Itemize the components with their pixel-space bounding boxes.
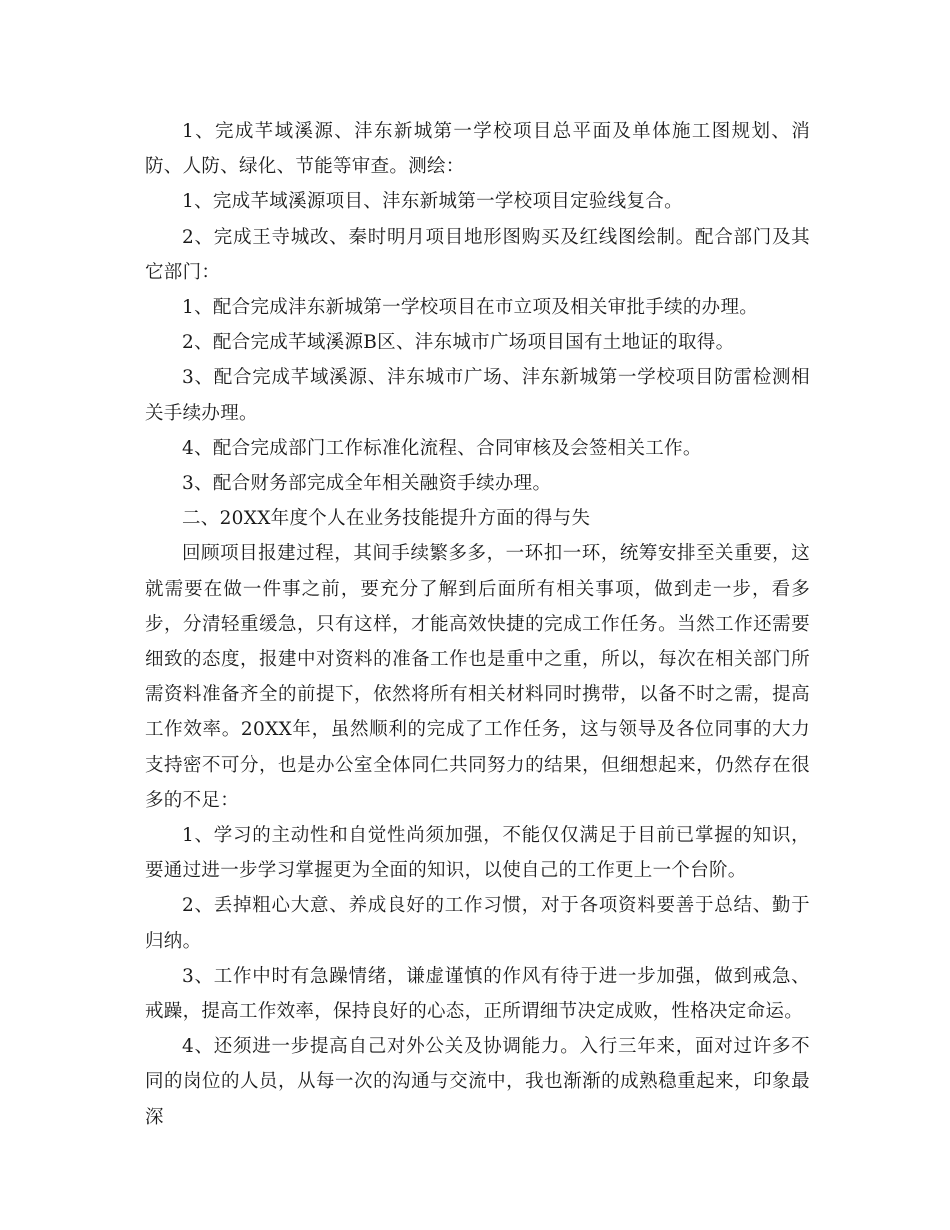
paragraph-shortcoming-1: 1、学习的主动性和自觉性尚须加强，不能仅仅满足于目前已掌握的知识，要通过进一步学习掌握更为全面的知识，以使自己的工作更上一个台阶。 bbox=[145, 825, 810, 882]
paragraph-coop-1: 1、配合完成沣东新城第一学校项目在市立项及相关审批手续的办理。 bbox=[182, 297, 759, 319]
paragraph-coop-2: 2、配合完成芊域溪源B区、沣东城市广场项目国有土地证的取得。 bbox=[182, 332, 735, 354]
paragraph-coop-4: 4、配合完成部门工作标准化流程、合同审核及会签相关工作。 bbox=[182, 437, 702, 459]
document-body bbox=[145, 114, 810, 1135]
section-heading: 二、20XX年度个人在业务技能提升方面的得与失 bbox=[182, 508, 591, 530]
paragraph-review-tasks: 1、完成芊域溪源、沣东新城第一学校项目总平面及单体施工图规划、消防、人防、绿化、节能等审查。测绘： bbox=[145, 121, 810, 178]
paragraph-review: 回顾项目报建过程，其间手续繁多多，一环扣一环，统筹安排至关重要，这就需要在做一件事之前，要充分了解到后面所有相关事项，做到走一步，看多步，分清轻重缓急，只有这样，才能高效快捷的完成工作任务。当然工作还需要细致的态度，报建中对资料的准备工作也是重中之重，所以，每次在相关部门所需资料准备齐全的前提下，依然将所有相关材料同时携带，以备不时之需，提高工作效率。20XX年，虽然顺利的完成了工作任务，这与领导及各位同事的大力支持密不可分，也是办公室全体同仁共同努力的结果，但细想起来，仍然存在很多的不足： bbox=[145, 543, 810, 811]
paragraph-finance: 3、配合财务部完成全年相关融资手续办理。 bbox=[182, 473, 552, 495]
paragraph-survey-2: 2、完成王寺城改、秦时明月项目地形图购买及红线图绘制。配合部门及其它部门： bbox=[145, 226, 810, 283]
paragraph-survey-1: 1、完成芊域溪源项目、沣东新城第一学校项目定验线复合。 bbox=[182, 191, 683, 213]
paragraph-coop-3: 3、配合完成芊域溪源、沣东城市广场、沣东新城第一学校项目防雷检测相关手续办理。 bbox=[145, 367, 810, 424]
paragraph-shortcoming-4: 4、还须进一步提高自己对外公关及协调能力。入行三年来，面对过许多不同的岗位的人员，从每一次的沟通与交流中，我也渐渐的成熟稳重起来，印象最深 bbox=[145, 1036, 810, 1128]
paragraph-shortcoming-3: 3、工作中时有急躁情绪，谦虚谨慎的作风有待于进一步加强，做到戒急、戒躁，提高工作效率，保持良好的心态，正所谓细节决定成败，性格决定命运。 bbox=[145, 965, 810, 1023]
paragraph-shortcoming-2: 2、丢掉粗心大意、养成良好的工作习惯，对于各项资料要善于总结、勤于归纳。 bbox=[145, 895, 810, 952]
